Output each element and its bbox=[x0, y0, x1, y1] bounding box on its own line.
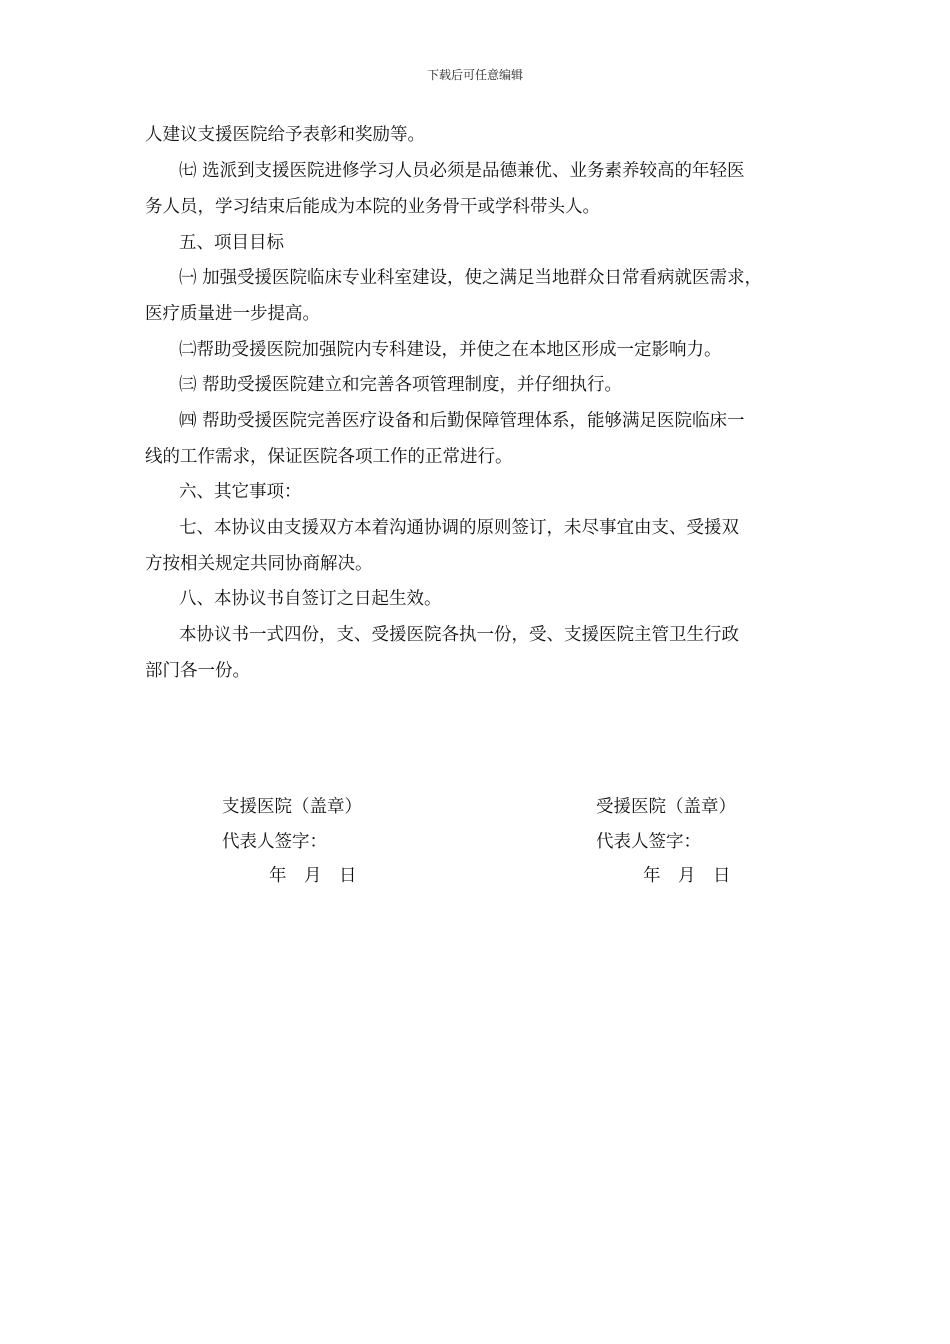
left-signature-date: 年 月 日 bbox=[269, 866, 357, 886]
page-header: 下载后可任意编辑 bbox=[426, 68, 523, 82]
left-signature-rep: 代表人签字： bbox=[222, 832, 327, 852]
paragraph-line: 方按相关规定共同协商解决。 bbox=[145, 554, 373, 574]
paragraph-line: 本协议书一式四份，支、受援医院各执一份，受、支援医院主管卫生行政 bbox=[179, 625, 739, 645]
paragraph-line: 线的工作需求，保证医院各项工作的正常进行。 bbox=[145, 447, 513, 467]
section-heading: 五、项目目标 bbox=[179, 233, 284, 253]
paragraph-line: ㈡帮助受援医院加强院内专科建设，并使之在本地区形成一定影响力。 bbox=[179, 340, 722, 360]
paragraph-line: 部门各一份。 bbox=[145, 661, 250, 681]
paragraph-line: ㈢ 帮助受援医院建立和完善各项管理制度，并仔细执行。 bbox=[179, 375, 623, 395]
left-signature-org: 支援医院（盖章） bbox=[222, 797, 362, 817]
paragraph-line: ㈠ 加强受援医院临床专业科室建设，使之满足当地群众日常看病就医需求， bbox=[179, 268, 763, 288]
right-signature-org: 受援医院（盖章） bbox=[596, 797, 736, 817]
right-signature-date: 年 月 日 bbox=[643, 866, 731, 886]
paragraph-line: 务人员，学习结束后能成为本院的业务骨干或学科带头人。 bbox=[145, 197, 600, 217]
paragraph-line: 医疗质量进一步提高。 bbox=[145, 304, 320, 324]
paragraph-line: 七、本协议由支援双方本着沟通协调的原则签订，未尽事宜由支、受援双 bbox=[179, 518, 739, 538]
section-heading: 六、其它事项： bbox=[179, 482, 302, 502]
paragraph-line: 人建议支援医院给予表彰和奖励等。 bbox=[145, 125, 425, 145]
right-signature-rep: 代表人签字： bbox=[596, 832, 701, 852]
paragraph-line: 八、本协议书自签订之日起生效。 bbox=[179, 589, 442, 609]
paragraph-line: ㈦ 选派到支援医院进修学习人员必须是品德兼优、业务素养较高的年轻医 bbox=[179, 161, 745, 181]
paragraph-line: ㈣ 帮助受援医院完善医疗设备和后勤保障管理体系，能够满足医院临床一 bbox=[179, 411, 745, 431]
